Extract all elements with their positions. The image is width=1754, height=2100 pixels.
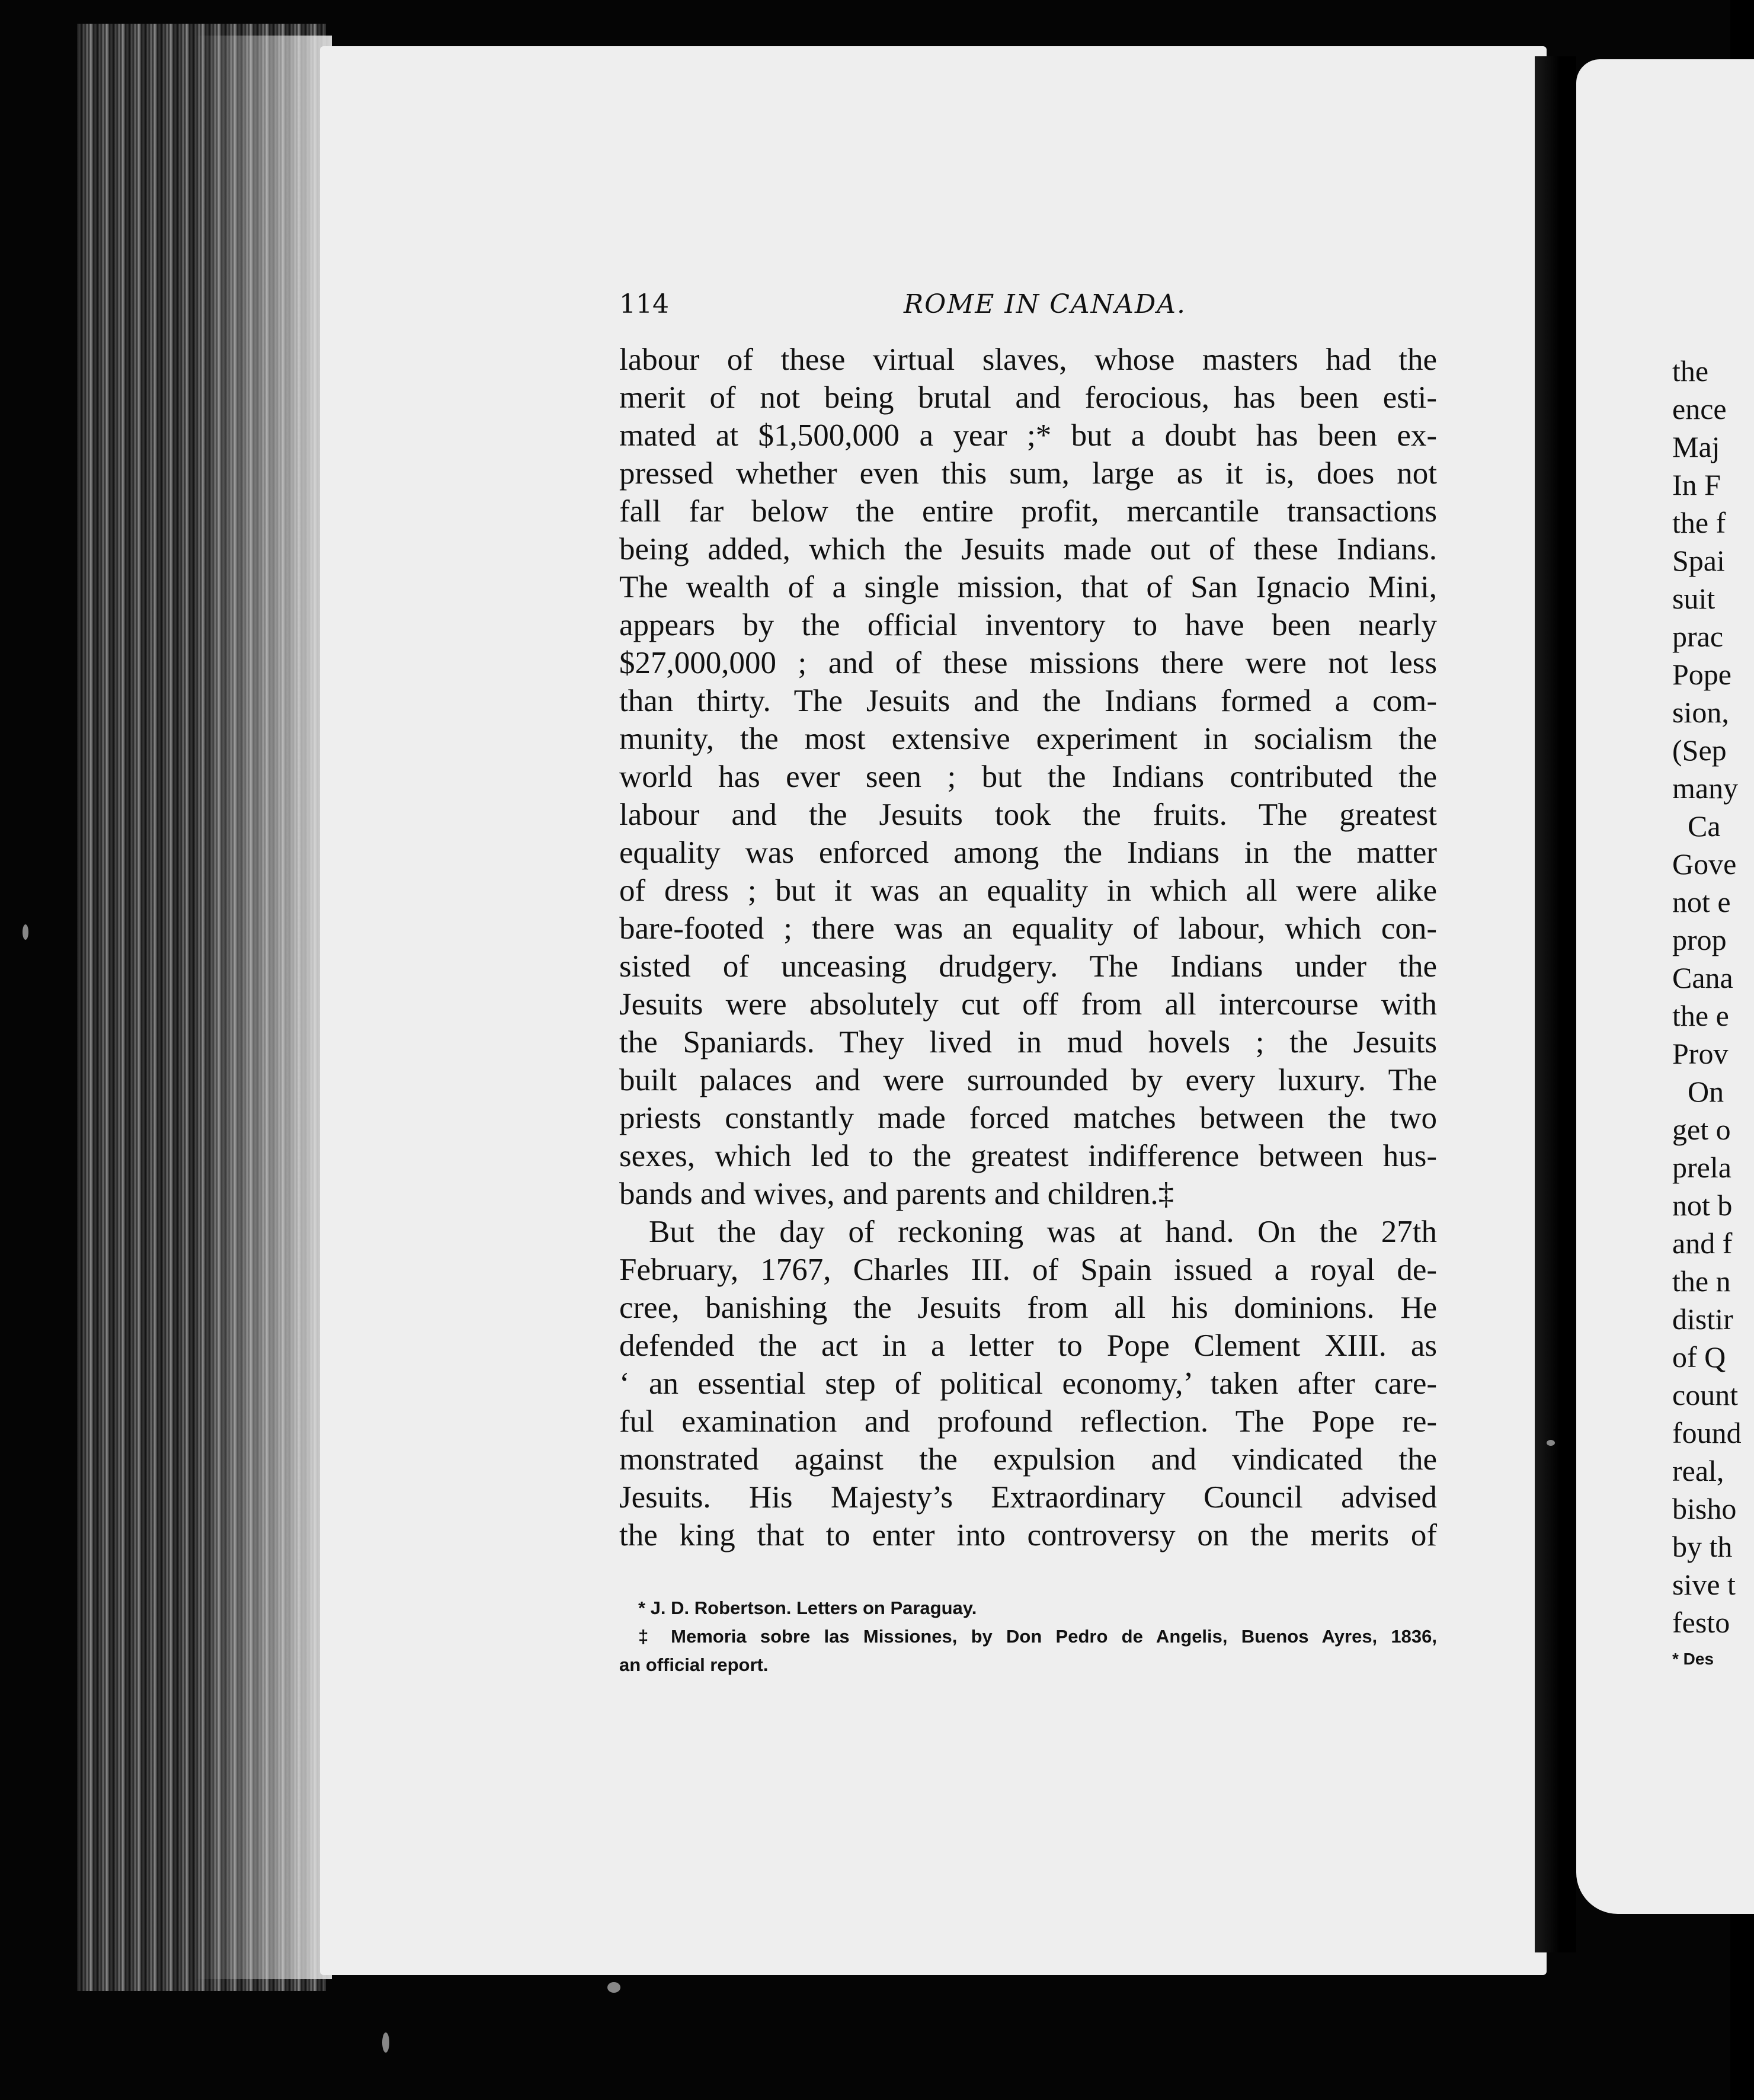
facing-line: Maj (1672, 430, 1720, 463)
facing-line: Prov (1672, 1037, 1729, 1070)
text-line: Jesuits were absolutely cut off from all intercourse with (619, 987, 1437, 1022)
text-line: ful examination and profound reflection. The Pope re- (619, 1404, 1437, 1439)
text-line: priests constantly made forced matches between the two (619, 1101, 1437, 1135)
page-edge-shading (196, 36, 332, 1979)
facing-line: In F (1672, 468, 1721, 501)
facing-line: (Sep (1672, 734, 1727, 767)
text-line: merit of not being brutal and ferocious, has been esti- (619, 380, 1437, 415)
text-line: munity, the most extensive experiment in socialism the (619, 722, 1437, 756)
running-head (619, 289, 1437, 331)
facing-line: the f (1672, 506, 1726, 539)
text-line: monstrated against the expulsion and vindicated the (619, 1442, 1437, 1477)
dust-speck (23, 924, 28, 940)
text-line: equality was enforced among the Indians in the matter (619, 835, 1437, 870)
text-line: cree, banishing the Jesuits from all his dominions. He (619, 1291, 1437, 1325)
facing-line: real, (1672, 1454, 1724, 1487)
text-line: defended the act in a letter to Pope Clement XIII. as (619, 1328, 1437, 1363)
dust-speck (382, 2032, 389, 2053)
facing-line: distir (1672, 1302, 1733, 1336)
facing-line: of Q (1672, 1340, 1726, 1374)
facing-line: prop (1672, 923, 1727, 956)
facing-line: the e (1672, 999, 1729, 1032)
facing-line: Spai (1672, 544, 1725, 577)
facing-line: bisho (1672, 1492, 1737, 1525)
facing-line: Gove (1672, 847, 1737, 881)
facing-line: count (1672, 1378, 1739, 1411)
book-spine-gap (1535, 56, 1576, 1952)
footnotes (619, 1594, 1437, 1679)
text-line: ‘ an essential step of political economy,’ taken after care- (619, 1366, 1437, 1401)
facing-line: suit (1672, 582, 1715, 615)
facing-line: sive t (1672, 1568, 1736, 1601)
facing-line: prac (1672, 620, 1724, 653)
text-line: appears by the official inventory to have been nearly (619, 608, 1437, 642)
facing-line: not e (1672, 885, 1731, 918)
text-line: February, 1767, Charles III. of Spain issued a royal de- (619, 1253, 1437, 1287)
dust-speck (1547, 1440, 1555, 1446)
text-line: pressed whether even this sum, large as it is, does not (619, 456, 1437, 491)
facing-line: prela (1672, 1151, 1731, 1184)
footnote: * J. D. Robertson. Letters on Paraguay. (638, 1598, 977, 1618)
facing-line: not b (1672, 1189, 1733, 1222)
page-number: 114 (619, 289, 669, 319)
text-line: the king that to enter into controversy on the merits of (619, 1518, 1437, 1552)
text-line: of dress ; but it was an equality in which all were alike (619, 873, 1437, 908)
facing-line: On (1688, 1075, 1724, 1108)
text-line: bare-footed ; there was an equality of labour, which con- (619, 911, 1437, 946)
text-line: labour of these virtual slaves, whose masters had the (619, 342, 1437, 377)
facing-line: sion, (1672, 696, 1729, 729)
text-line: being added, which the Jesuits made out of these Indians. (619, 532, 1437, 566)
facing-line: Cana (1672, 961, 1733, 994)
text-line: But the day of reckoning was at hand. On the 27th (649, 1215, 1437, 1249)
footnote: ‡ Memoria sobre las Missiones, by Don Pedro de Angelis, Buenos Ayres, 1836, (638, 1626, 1437, 1647)
text-line: $27,000,000 ; and of these missions there were not less (619, 646, 1437, 680)
body-text (619, 341, 1437, 1554)
facing-footnote: * Des (1672, 1650, 1714, 1668)
text-line: labour and the Jesuits took the fruits. The greatest (619, 798, 1437, 832)
text-line: The wealth of a single mission, that of San Ignacio Mini, (619, 570, 1437, 604)
text-line: built palaces and were surrounded by every luxury. The (619, 1063, 1437, 1097)
text-line: fall far below the entire profit, mercantile transactions (619, 494, 1437, 529)
facing-line: by th (1672, 1530, 1733, 1563)
footnote-continuation: an official report. (619, 1654, 769, 1675)
facing-line: the (1672, 354, 1709, 388)
facing-line: the n (1672, 1265, 1731, 1298)
dust-speck (607, 1982, 620, 1993)
facing-page-text (1672, 352, 1742, 1677)
running-title: ROME IN CANADA. (904, 289, 1186, 319)
facing-line: and f (1672, 1227, 1733, 1260)
facing-line: get o (1672, 1113, 1731, 1146)
text-line: bands and wives, and parents and children.‡ (619, 1177, 1174, 1211)
facing-line: ence (1672, 392, 1727, 425)
facing-line: Pope (1672, 658, 1731, 691)
text-line: the Spaniards. They lived in mud hovels ; the Jesuits (619, 1025, 1437, 1059)
facing-line: Ca (1688, 809, 1721, 843)
text-line: world has ever seen ; but the Indians contributed the (619, 760, 1437, 794)
facing-line: many (1672, 772, 1739, 805)
text-line: sexes, which led to the greatest indifference between hus- (619, 1139, 1437, 1173)
text-line: than thirty. The Jesuits and the Indians formed a com- (619, 684, 1437, 718)
facing-line: festo (1672, 1606, 1730, 1639)
facing-line: found (1672, 1416, 1742, 1449)
text-line: Jesuits. His Majesty’s Extraordinary Council advised (619, 1480, 1437, 1515)
text-line: sisted of unceasing drudgery. The Indians under the (619, 949, 1437, 984)
text-line: mated at $1,500,000 a year ;* but a doubt has been ex- (619, 418, 1437, 453)
